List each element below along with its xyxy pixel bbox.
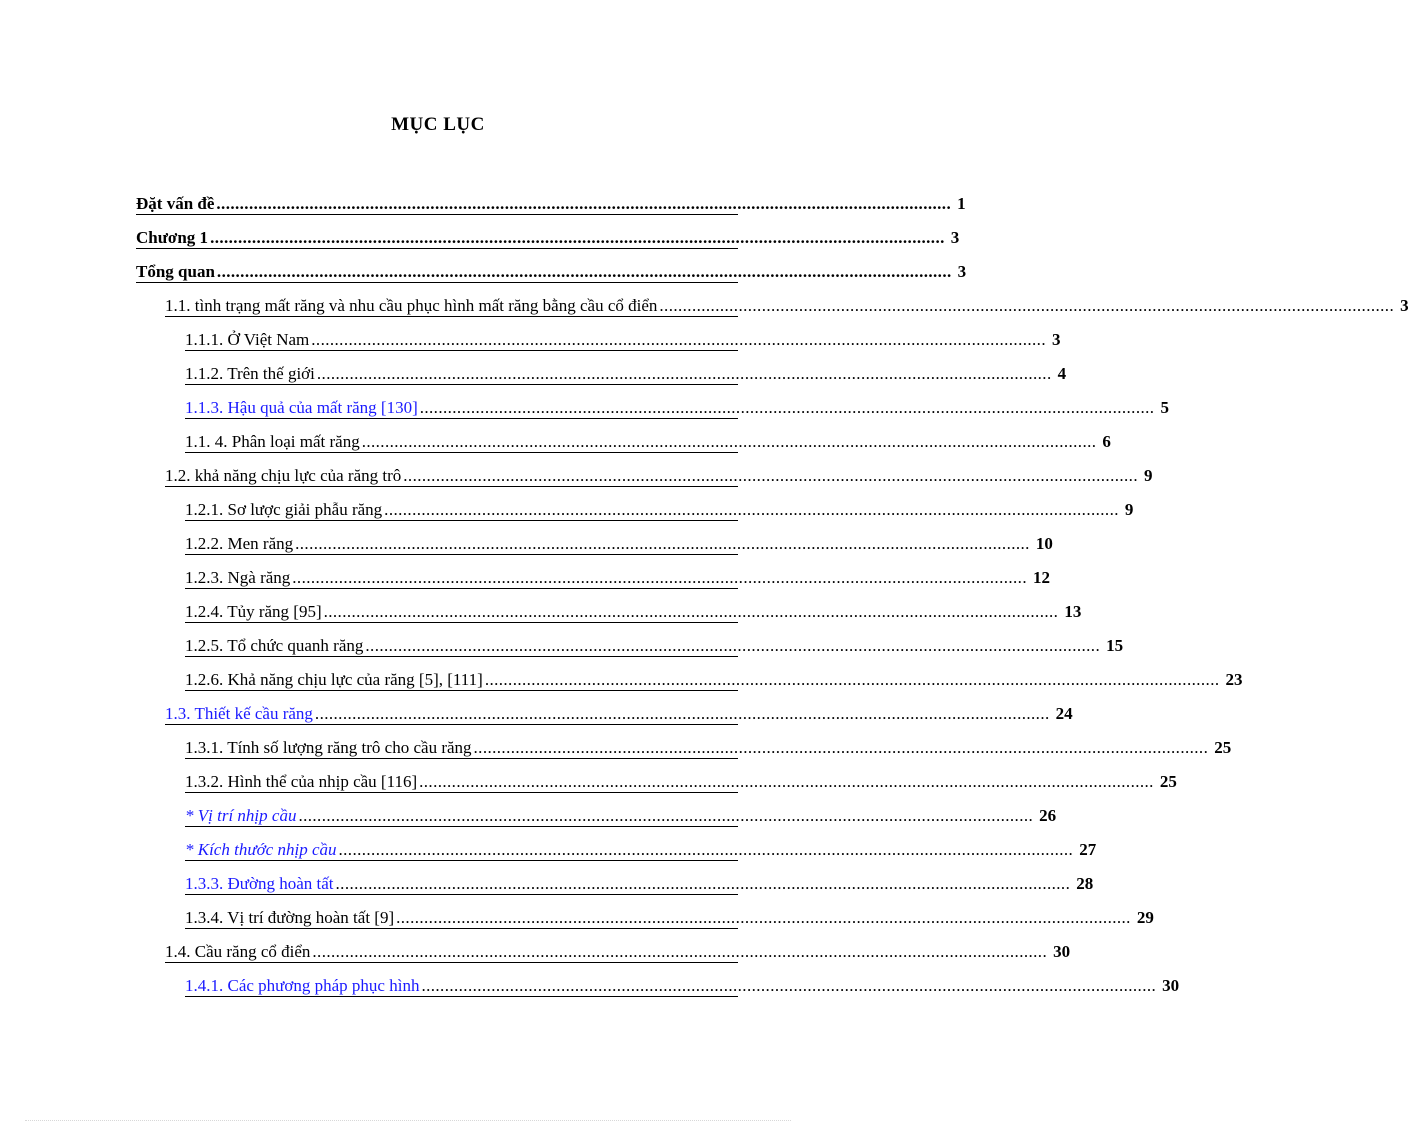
toc-entry[interactable] [185, 324, 1061, 351]
toc-entry-page: 12 [1032, 568, 1050, 587]
toc-entry-label: * Kích thước nhịp cầu [185, 840, 337, 859]
toc-entry-page: 30 [1162, 976, 1180, 995]
leader-dots: .............................................................................................................................................................. [338, 840, 1074, 859]
toc-entry-page: 5 [1160, 398, 1169, 417]
toc-entry-link[interactable] [185, 392, 1169, 419]
toc-entry-page: 3 [957, 262, 967, 281]
toc-entry[interactable] [165, 460, 1153, 487]
toc-entry-page: 26 [1039, 806, 1057, 825]
toc-entry-page: 25 [1159, 772, 1177, 791]
toc-entry-page: 13 [1064, 602, 1082, 621]
toc-entry-link[interactable] [185, 868, 1094, 895]
toc-entry-page: 27 [1079, 840, 1097, 859]
toc-entry-link[interactable] [185, 800, 1057, 827]
toc-entry[interactable] [185, 494, 1134, 521]
toc-entry-label: Đặt vấn đề [136, 194, 215, 213]
leader-dots: .............................................................................................................................................................. [335, 874, 1071, 893]
toc-entry-label: 1.3.2. Hình thể của nhịp cầu [116] [185, 772, 418, 791]
toc-entry-label: 1.3. Thiết kế cầu răng [165, 704, 313, 723]
toc-entry-label: 1.1.2. Trên thế giới [185, 364, 315, 383]
toc-entry-page: 6 [1102, 432, 1111, 451]
toc-entry-link[interactable] [185, 834, 1097, 861]
leader-dots: .............................................................................................................................................................. [473, 738, 1209, 757]
leader-dots: .............................................................................................................................................................. [484, 670, 1220, 689]
toc-entry-page: 30 [1053, 942, 1071, 961]
leader-dots: .............................................................................................................................................................. [216, 194, 952, 213]
toc-entry-page: 15 [1106, 636, 1124, 655]
toc-entry-label: Chương 1 [136, 228, 209, 247]
leader-dots: .............................................................................................................................................................. [419, 772, 1154, 791]
toc-entry[interactable] [185, 528, 1053, 555]
toc-entry[interactable] [185, 562, 1050, 589]
toc-entry-page: 1 [957, 194, 966, 213]
toc-entry-label: 1.2.2. Men răng [185, 534, 294, 553]
toc-entry-label: 1.2.6. Khả năng chịu lực của răng [5], [111] [185, 670, 483, 689]
toc-entry[interactable] [136, 256, 967, 283]
toc-entry[interactable] [185, 766, 1177, 793]
toc-entry-link[interactable] [165, 698, 1073, 725]
toc-entry[interactable] [165, 936, 1071, 963]
toc-entry-page: 10 [1035, 534, 1053, 553]
toc-entry-label: 1.3.3. Đường hoàn tất [185, 874, 334, 893]
toc-entry-label: 1.1.1. Ở Việt Nam [185, 330, 310, 349]
leader-dots: .............................................................................................................................................................. [292, 568, 1027, 587]
toc-entry-label: 1.1.3. Hậu quả của mất răng [130] [185, 398, 418, 417]
toc-entry[interactable] [185, 426, 1111, 453]
toc-entry-page: 9 [1124, 500, 1134, 519]
leader-dots: .............................................................................................................................................................. [403, 466, 1138, 485]
toc-entry-label: 1.1. 4. Phân loại mất răng [185, 432, 360, 451]
toc-entry-page: 28 [1076, 874, 1094, 893]
toc-entry[interactable] [185, 902, 1154, 929]
toc-entry-page: 29 [1136, 908, 1154, 927]
toc-entry-page: 4 [1057, 364, 1067, 383]
toc-entry[interactable] [185, 630, 1124, 657]
leader-dots: .............................................................................................................................................................. [419, 398, 1155, 417]
leader-dots: .............................................................................................................................................................. [384, 500, 1119, 519]
page-title: MỤC LỤC [391, 114, 485, 135]
toc-entry-label: 1.4. Cầu răng cổ điển [165, 942, 311, 961]
toc-entry[interactable] [185, 596, 1082, 623]
leader-dots: .............................................................................................................................................................. [210, 228, 945, 247]
toc-entry-page: 24 [1055, 704, 1073, 723]
toc-entry-label: * Vị trí nhịp cầu [185, 806, 297, 825]
leader-dots: .............................................................................................................................................................. [396, 908, 1131, 927]
leader-dots: .............................................................................................................................................................. [312, 942, 1048, 961]
toc-entry-page: 3 [1051, 330, 1061, 349]
toc-entry-label: 1.3.1. Tính số lượng răng trô cho cầu răng [185, 738, 472, 757]
toc-entry-label: 1.2.1. Sơ lược giải phẫu răng [185, 500, 383, 519]
toc-entry-page: 25 [1214, 738, 1232, 757]
leader-dots: .............................................................................................................................................................. [316, 364, 1052, 383]
leader-dots: .............................................................................................................................................................. [659, 296, 1395, 315]
toc-entry-page: 3 [950, 228, 960, 247]
leader-dots: .............................................................................................................................................................. [361, 432, 1097, 451]
toc-entry-label: 1.2.3. Ngà răng [185, 568, 291, 587]
toc-entry-label: Tổng quan [136, 262, 215, 281]
leader-dots: .............................................................................................................................................................. [365, 636, 1101, 655]
leader-dots: .............................................................................................................................................................. [298, 806, 1034, 825]
leader-dots: .............................................................................................................................................................. [421, 976, 1157, 995]
leader-dots: .............................................................................................................................................................. [311, 330, 1046, 349]
toc-entry-label: 1.2.4. Tủy răng [95] [185, 602, 322, 621]
toc-entry-page: 23 [1225, 670, 1243, 689]
toc-entry-page: 9 [1143, 466, 1153, 485]
toc-entry[interactable] [185, 664, 1243, 691]
toc-entry[interactable] [185, 732, 1232, 759]
toc-entry-link[interactable] [185, 970, 1180, 997]
toc-entry[interactable] [136, 188, 966, 215]
toc-entry-label: 1.1. tình trạng mất răng và nhu cầu phục hình mất răng bằng cầu cổ điển [165, 296, 658, 315]
page-bottom-divider [25, 1120, 791, 1121]
leader-dots: .............................................................................................................................................................. [295, 534, 1030, 553]
toc-entry-page: 3 [1400, 296, 1409, 315]
toc-entry[interactable] [185, 358, 1067, 385]
toc-entry-label: 1.4.1. Các phương pháp phục hình [185, 976, 420, 995]
toc-entry-label: 1.3.4. Vị trí đường hoàn tất [9] [185, 908, 395, 927]
toc-entry[interactable] [136, 222, 960, 249]
toc-entry-label: 1.2. khả năng chịu lực của răng trô [165, 466, 402, 485]
toc-entry[interactable] [165, 290, 1409, 317]
leader-dots: .............................................................................................................................................................. [323, 602, 1059, 621]
toc-entry-label: 1.2.5. Tổ chức quanh răng [185, 636, 364, 655]
leader-dots: .............................................................................................................................................................. [216, 262, 952, 281]
leader-dots: .............................................................................................................................................................. [314, 704, 1050, 723]
